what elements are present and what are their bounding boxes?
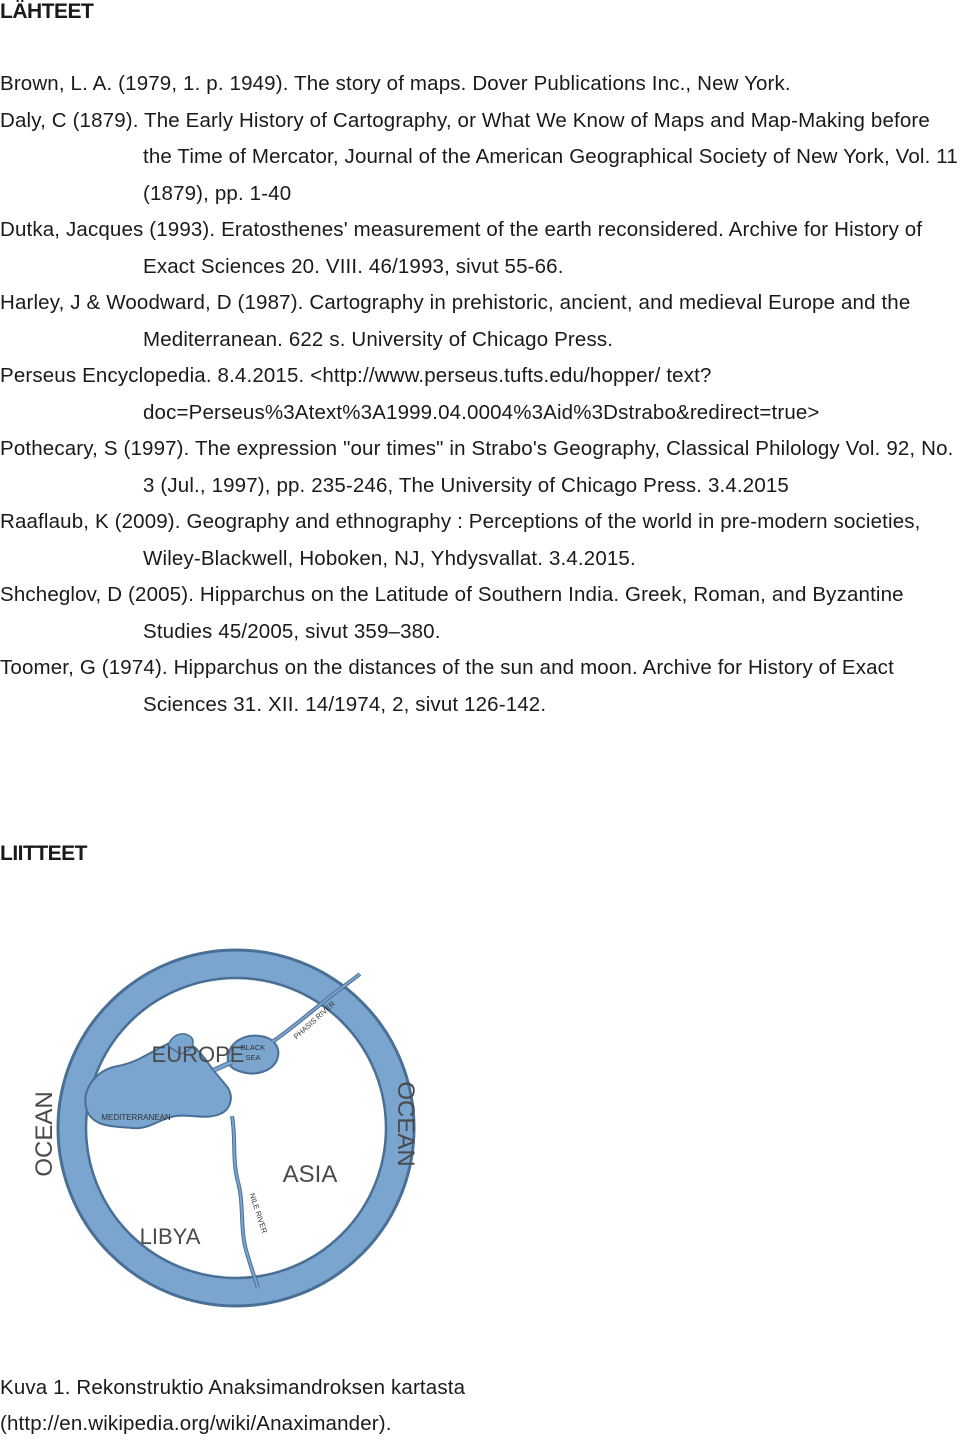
reference-text: Harley, J & Woodward, D (1987). Cartography in prehistoric, ancient, and medieval Europe and the Mediterranean. 622 s. University of Chicago Press.	[0, 291, 911, 351]
label-nile-river: NILE RIVER	[247, 1192, 270, 1235]
reference-text: Shcheglov, D (2005). Hipparchus on the Latitude of Southern India. Greek, Roman, and Byzantine Studies 45/2005, sivut 359–380.	[0, 583, 904, 643]
reference-text: Perseus Encyclopedia. 8.4.2015. <http://www.perseus.tufts.edu/hopper/ text?doc=Perseus%3Atext%3A1999.04.0004%3Aid%3Dstrabo&redirect=true>	[0, 364, 820, 424]
reference-item	[0, 431, 960, 504]
reference-item	[0, 66, 960, 103]
appendices-heading: LIITTEET	[0, 842, 87, 865]
reference-item	[0, 212, 960, 285]
reference-text: Brown, L. A. (1979, 1. p. 1949). The story of maps. Dover Publications Inc., New York.	[0, 72, 791, 95]
reference-item	[0, 650, 960, 723]
label-europe: EUROPE	[151, 1042, 245, 1067]
label-ocean-right: OCEAN	[392, 1081, 419, 1167]
reference-text: Daly, C (1879). The Early History of Cartography, or What We Know of Maps and Map-Making before the Time of Mercator, Journal of the American Geographical Society of New York, Vol. 11 (1879), pp. 1-40	[0, 108, 958, 205]
reference-text: Toomer, G (1974). Hipparchus on the distances of the sun and moon. Archive for History of Exact Sciences 31. XII. 14/1974, 2, sivut 126-142.	[0, 656, 894, 716]
references-heading: LÄHTEET	[0, 0, 94, 23]
figure-caption-line1: Kuva 1. Rekonstruktio Anaksimandroksen kartasta	[0, 1376, 466, 1399]
reference-list	[0, 66, 960, 723]
reference-text: Raaflaub, K (2009). Geography and ethnography : Perceptions of the world in pre-modern societies, Wiley-Blackwell, Hoboken, NJ, Yhdysvallat. 3.4.2015.	[0, 510, 921, 570]
anaximander-map-figure	[0, 938, 470, 1318]
reference-item	[0, 577, 960, 650]
label-asia: ASIA	[282, 1161, 338, 1188]
reference-text: Pothecary, S (1997). The expression "our times" in Strabo's Geography, Classical Philology Vol. 92, No. 3 (Jul., 1997), pp. 235-246, The University of Chicago Press. 3.4.2015	[0, 437, 954, 497]
label-ocean-left: OCEAN	[31, 1091, 58, 1177]
reference-item	[0, 504, 960, 577]
reference-item	[0, 285, 960, 358]
label-mediterranean: MEDITERRANEAN	[101, 1113, 171, 1122]
figure-caption-line2: (http://en.wikipedia.org/wiki/Anaximander).	[0, 1412, 392, 1435]
reference-item	[0, 103, 960, 213]
label-phasis-river: PHASIS RIVER	[291, 999, 337, 1042]
reference-item	[0, 358, 960, 431]
label-black-sea-line1: BLACK	[240, 1043, 266, 1052]
label-libya: LIBYA	[139, 1224, 201, 1249]
reference-text: Dutka, Jacques (1993). Eratosthenes' measurement of the earth reconsidered. Archive for History of Exact Sciences 20. VIII. 46/1993, sivut 55-66.	[0, 218, 923, 278]
label-black-sea-line2: SEA	[245, 1053, 261, 1062]
